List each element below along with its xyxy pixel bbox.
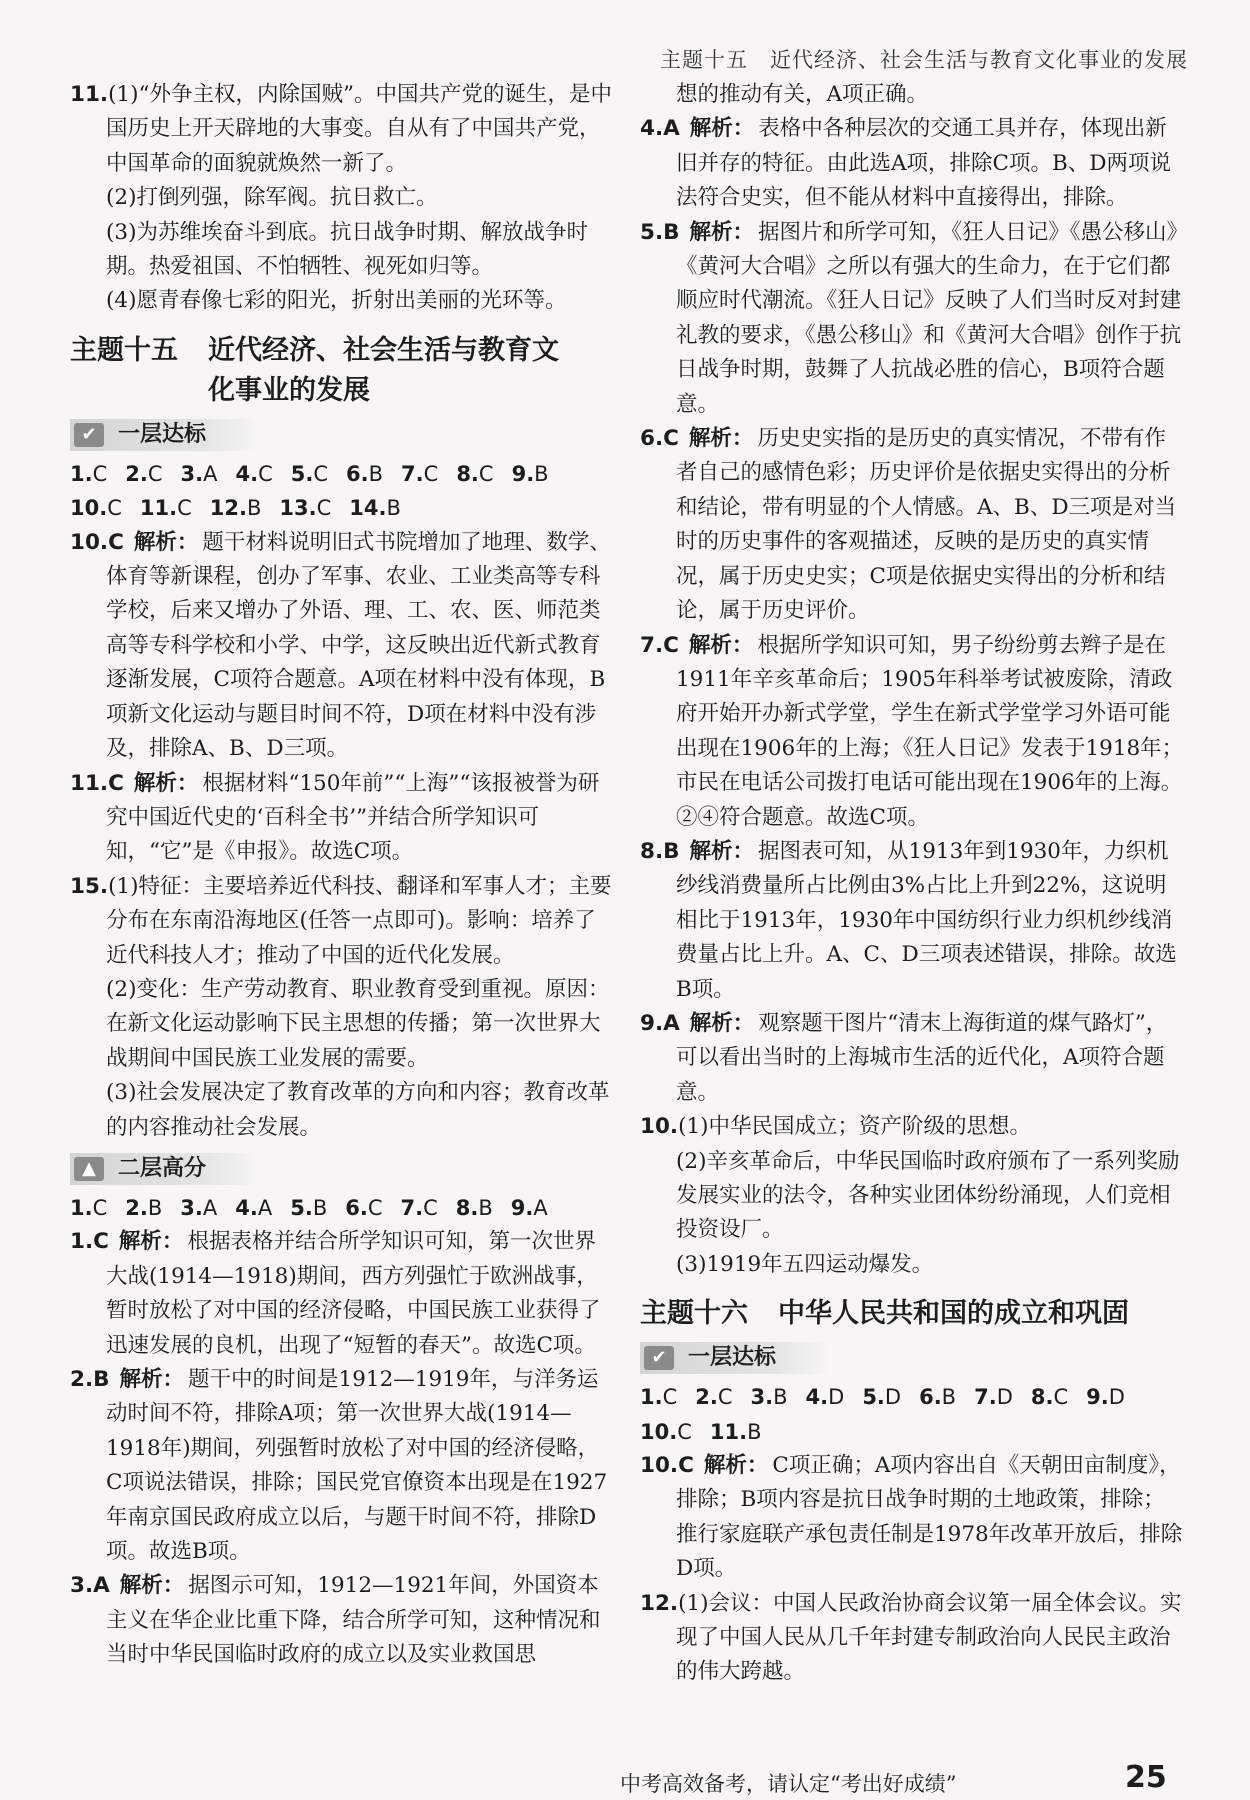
theme-title: 近代经济、社会生活与教育文化事业的发展 (208, 334, 559, 406)
answer-part: (2)辛亥革命后，中华民国临时政府颁布了一系列奖励发展实业的法令，各种实业团体纷纷涌现，人们竞相投资设厂。 (676, 1148, 1180, 1243)
answer-number: 11. (709, 1419, 748, 1444)
answer-value: B (747, 1419, 762, 1444)
answer-item (640, 1415, 692, 1449)
question-number: 11. (70, 770, 109, 796)
answer-value: C (92, 1195, 108, 1220)
answer-number: 3. (180, 1195, 203, 1220)
explanation-text: 观察题干图片“清末上海街道的煤气路灯”，可以看出当时的上海城市生活的近代化，A项符合题意。 (676, 1010, 1168, 1105)
theme-title: 中华人民共和国的成立和巩固 (778, 1298, 1129, 1330)
question-number: 11. (70, 82, 109, 107)
explanation-label: 解析： (119, 1367, 185, 1392)
answer-item (751, 1380, 788, 1414)
answer-number: 9. (510, 1195, 534, 1220)
answer-value: D (884, 1385, 902, 1410)
answer-value: B (147, 1195, 163, 1220)
answer-item (710, 1415, 762, 1449)
answer-item (125, 457, 162, 491)
question-number: 4. (640, 116, 664, 142)
question-number: 15. (70, 873, 109, 899)
explanation-label: 解析： (133, 529, 199, 555)
answer-item (279, 491, 331, 525)
explanation-text: 表格中各种层次的交通工具并存，体现出新旧并存的特征。由此选A项，排除C项。B、D两项说法符合史实，但不能从材料中直接得出，排除。 (676, 116, 1172, 211)
answer-letter: B (663, 219, 680, 245)
running-head: 主题十五 近代经济、社会生活与教育文化事业的发展 (660, 48, 1188, 72)
answer-key (70, 1191, 615, 1225)
answer-item (140, 491, 192, 525)
answer-number: 4. (235, 461, 259, 486)
answer-item (70, 1191, 107, 1225)
answer-item (1086, 1380, 1125, 1414)
answer-value: C (423, 461, 439, 486)
answer-part: (3)为苏维埃奋斗到底。抗日战争时期、解放战争时期。热爱祖国、不怕牺牲、视死如归等。 (106, 219, 588, 280)
answer-letter: C (663, 426, 679, 452)
answer-number: 13. (279, 496, 317, 521)
answer-item (511, 1191, 548, 1225)
answer-value: A (257, 1195, 273, 1220)
theme-label: 主题十五 (70, 334, 178, 366)
answer-value: C (92, 461, 108, 486)
explanation-4 (640, 112, 1185, 215)
answer-part: (4)愿青春像七彩的阳光，折射出美丽的光环等。 (106, 288, 567, 314)
explanation-label: 解析： (688, 632, 754, 658)
explanation-text: 根据材料“150年前”“上海”“该报被誉为研究中国近代史的‘百科全书’”并结合所学知识可知，“它”是《申报》。故选C项。 (106, 770, 600, 865)
explanation-10 (70, 526, 615, 767)
answer-value: C (478, 461, 494, 486)
answer-letter: B (663, 838, 680, 864)
answer-value: C (677, 1419, 692, 1444)
question-number: 12. (640, 1590, 679, 1616)
question-number: 9. (640, 1010, 664, 1036)
theme-15-heading (70, 331, 615, 411)
answer-item (125, 1191, 162, 1225)
answer-letter: C (663, 632, 679, 658)
answer-number: 7. (974, 1385, 997, 1410)
answer-number: 5. (862, 1385, 885, 1410)
explanation-2 (70, 1363, 615, 1569)
answer-key (70, 457, 615, 526)
page-number: 25 (1125, 1760, 1167, 1795)
explanation-1 (70, 1225, 615, 1363)
answer-number: 4. (235, 1195, 258, 1220)
answer-key (640, 1380, 1185, 1449)
answer-number: 5. (290, 461, 314, 486)
explanation-9 (640, 1007, 1185, 1110)
banner-title: 一层达标 (688, 1345, 777, 1371)
explanation-11 (70, 767, 615, 870)
explanation-text: 根据表格并结合所学知识可知，第一次世界大战(1914—1918)期间，西方列强忙于欧洲战事，暂时放松了对中国的经济侵略，中国民族工业获得了迅速发展的良机，出现了“短暂的春天”。故选C项。 (106, 1229, 601, 1358)
question-number: 10. (70, 529, 109, 555)
answer-number: 5. (290, 1195, 313, 1220)
answer-item (1031, 1380, 1068, 1414)
question-number: 8. (640, 838, 664, 864)
answer-value: C (316, 496, 332, 521)
answer-item (401, 1191, 438, 1225)
answer-number: 9. (511, 461, 535, 486)
answer-number: 7. (400, 1195, 424, 1220)
answer-value: C (107, 496, 122, 521)
answer-letter: A (93, 1573, 110, 1599)
explanation-8 (640, 835, 1185, 1007)
answer-letter: A (663, 116, 680, 142)
answer-item (456, 457, 493, 491)
answer-value: B (246, 496, 262, 521)
explanation-label: 解析： (118, 1229, 184, 1255)
answer-number: 6. (346, 461, 369, 486)
answer-item (919, 1380, 956, 1414)
answer-text: (1)“外争主权，内除国贼”。中国共产党的诞生，是中国历史上开天辟地的大事变。自从有了中国共产党，中国革命的面貌就焕然一新了。 (106, 82, 613, 176)
answer-number: 4. (805, 1385, 829, 1410)
question-number: 3. (70, 1573, 94, 1599)
answer-item (70, 491, 122, 525)
answer-item (456, 1191, 493, 1225)
answer-item (181, 457, 218, 491)
question-15 (70, 870, 615, 973)
explanation-label: 解析： (689, 1010, 755, 1036)
answer-item (806, 1380, 845, 1414)
answer-value: B (368, 461, 384, 486)
answer-value: C (367, 1195, 383, 1220)
answer-part: (2)变化：生产劳动教育、职业教育受到重视。原因：在新文化运动影响下民主思想的传播；第一次世界大战期间中国民族工业发展的需要。 (106, 976, 610, 1071)
answer-value: C (717, 1385, 733, 1410)
explanation-text: 题干材料说明旧式书院增加了地理、数学、体育等新课程，创办了军事、农业、工业类高等专科学校，后来又增办了外语、理、工、农、医、师范类高等专科学校和小学、中学，这反映出近代新式教育逐渐发展，C项符合题意。A项在材料中没有体现，B项新文化运动与题目时间不符，D项在材料中没有涉及，排除A、B、D三项。 (106, 529, 611, 762)
banner-title: 二层高分 (118, 1155, 207, 1181)
answer-item (180, 1191, 217, 1225)
explanation-label: 解析： (689, 116, 755, 142)
answer-text: (1)会议：中国人民政治协商会议第一届全体会议。实现了中国人民从几千年封建专制政治向人民民主政治的伟大跨越。 (676, 1590, 1182, 1685)
explanation-label: 解析： (703, 1453, 769, 1479)
explanation-text: 根据所学知识可知，男子纷纷剪去辫子是在1911年辛亥革命后；1905年科举考试被废除，清政府开始开办新式学堂，学生在新式学堂学习外语可能出现在1906年的上海；《狂人日记》发表于1918年；市民在电话公司拨打电话可能出现在1906年的上海。②④符合题意。故选C项。 (676, 632, 1184, 830)
answer-item (235, 1191, 272, 1225)
answer-number: 8. (455, 1195, 479, 1220)
level-1-banner (70, 419, 260, 451)
right-column (640, 78, 1185, 1690)
answer-number: 7. (401, 461, 424, 486)
explanation-3-continued: 想的推动有关，A项正确。 (676, 82, 929, 107)
answer-number: 10. (70, 496, 108, 521)
answer-number: 3. (750, 1385, 774, 1410)
answer-value: B (773, 1385, 788, 1410)
answer-value: C (147, 461, 163, 486)
answer-text: (1)中华民国成立；资产阶级的思想。 (678, 1114, 1032, 1140)
answer-item (349, 491, 401, 525)
answer-number: 1. (640, 1385, 663, 1410)
answer-part: (2)打倒列强，除军阀。抗日救亡。 (106, 185, 438, 211)
answer-value: B (478, 1195, 493, 1220)
question-12 (640, 1587, 1185, 1690)
answer-item (862, 1380, 901, 1414)
explanation-text: 据图片和所学可知，《狂人日记》《愚公移山》《黄河大合唱》之所以有强大的生命力，在于它们都顺应时代潮流。《狂人日记》反映了人们当时反对封建礼教的要求，《愚公移山》和《黄河大合唱》创作于抗日战争时期，鼓舞了人抗战必胜的信心，B项符合题意。 (676, 219, 1182, 417)
answer-number: 6. (345, 1195, 368, 1220)
answer-value: C (313, 461, 329, 486)
answer-letter: C (108, 529, 124, 555)
answer-value: B (386, 496, 401, 521)
explanation-label: 解析： (133, 770, 199, 796)
answer-number: 1. (70, 461, 93, 486)
theme-label: 主题十六 (640, 1298, 748, 1330)
explanation-text: 历史史实指的是历史的真实情况，不带有作者自己的感情色彩；历史评价是依据史实得出的分析和结论，带有明显的个人情感。A、B、D三项是对当时的历史事件的客观描述，反映的是历史的真实情况，属于历史史实；C项是依据史实得出的分析和结论，属于历史评价。 (676, 426, 1177, 624)
answer-number: 2. (125, 1195, 148, 1220)
level-1-banner (640, 1342, 830, 1374)
answer-value: B (941, 1385, 957, 1410)
answer-number: 2. (125, 461, 148, 486)
answer-text: (1)特征：主要培养近代科技、翻译和军事人才；主要分布在东南沿海地区(任答一点即可)。影响：培养了近代科技人才；推动了中国的近代化发展。 (106, 873, 612, 968)
footer-slogan: 中考高效备考，请认定“考出好成绩” (620, 1772, 957, 1796)
explanation-5 (640, 216, 1185, 422)
level-2-banner (70, 1153, 260, 1185)
answer-value: B (534, 461, 549, 486)
question-number: 7. (640, 632, 664, 658)
answer-number: 9. (1086, 1385, 1109, 1410)
explanation-label: 解析： (119, 1573, 185, 1599)
checkmark-icon: ✔ (644, 1346, 674, 1370)
question-number: 6. (640, 426, 664, 452)
question-number: 10. (640, 1114, 679, 1140)
answer-item (210, 491, 262, 525)
answer-value: D (1108, 1385, 1125, 1410)
question-number: 5. (640, 219, 664, 245)
question-number: 1. (70, 1229, 94, 1255)
answer-number: 8. (1030, 1385, 1054, 1410)
answer-value: B (312, 1195, 328, 1220)
answer-value: C (662, 1385, 678, 1410)
answer-value: D (996, 1385, 1013, 1410)
explanation-6 (640, 422, 1185, 628)
explanation-7 (640, 629, 1185, 835)
answer-value: A (202, 1195, 218, 1220)
answer-part: (3)1919年五四运动爆发。 (676, 1251, 934, 1277)
answer-item (236, 457, 273, 491)
left-column (70, 78, 615, 1673)
answer-number: 1. (70, 1195, 93, 1220)
question-10 (640, 1110, 1185, 1144)
house-icon: ▲ (74, 1157, 104, 1181)
checkmark-icon: ✔ (74, 423, 104, 447)
explanation-text: 据图表可知，从1913年到1930年，力织机纱线消费量所占比例由3%占比上升到22%，这说明相比于1913年，1930年中国纺织行业力织机纱线消费量占比上升。A、C、D三项表述错误，排除。故选B项。 (676, 838, 1177, 1002)
answer-number: 6. (919, 1385, 942, 1410)
question-number: 2. (70, 1367, 94, 1392)
answer-part: (3)社会发展决定了教育改革的方向和内容；教育改革的内容推动社会发展。 (106, 1080, 610, 1140)
answer-number: 10. (640, 1419, 678, 1444)
answer-value: A (533, 1195, 548, 1220)
answer-item (512, 457, 549, 491)
answer-item (70, 457, 107, 491)
explanation-text: 题干中的时间是1912—1919年，与洋务运动时间不符，排除A项；第一次世界大战(1914—1918年)期间，列强暂时放松了对中国的经济侵略，C项说法错误，排除；国民党官僚资本出现是在1927年南京国民政府成立以后，与题干时间不符，排除D项。故选B项。 (106, 1367, 608, 1565)
explanation-text: C项正确；A项内容出自《天朝田亩制度》，排除；B项内容是抗日战争时期的土地政策，排除；推行家庭联产承包责任制是1978年改革开放后，排除D项。 (676, 1453, 1183, 1582)
answer-item (291, 457, 328, 491)
explanation-label: 解析： (688, 426, 754, 452)
explanation-text: 据图示可知，1912—1921年间，外国资本主义在华企业比重下降，结合所学可知，这种情况和当时中华民国临时政府的成立以及实业救国思 (106, 1573, 601, 1668)
answer-letter: C (93, 1229, 109, 1255)
explanation-10 (640, 1449, 1185, 1587)
answer-item (290, 1191, 327, 1225)
answer-value: C (177, 496, 192, 521)
explanation-label: 解析： (689, 219, 755, 245)
answer-value: C (1053, 1385, 1069, 1410)
answer-number: 11. (139, 496, 178, 521)
answer-item (401, 457, 438, 491)
answer-number: 3. (180, 461, 204, 486)
banner-title: 一层达标 (118, 421, 207, 447)
theme-16-heading (640, 1294, 1185, 1334)
answer-letter: C (108, 770, 124, 796)
answer-value: D (828, 1385, 845, 1410)
explanation-3 (70, 1569, 615, 1672)
question-number: 10. (640, 1453, 679, 1479)
answer-letter: C (678, 1453, 694, 1479)
answer-value: C (423, 1195, 438, 1220)
answer-number: 8. (456, 461, 479, 486)
answer-item (640, 1380, 677, 1414)
answer-value: C (258, 461, 273, 486)
answer-number: 2. (695, 1385, 718, 1410)
answer-item (346, 457, 383, 491)
answer-item (345, 1191, 382, 1225)
answer-number: 14. (349, 496, 387, 521)
answer-number: 12. (209, 496, 247, 521)
answer-letter: B (93, 1367, 110, 1392)
explanation-label: 解析： (689, 838, 755, 864)
answer-letter: A (663, 1010, 680, 1036)
answer-item (695, 1380, 732, 1414)
answer-value: A (203, 461, 218, 486)
answer-item (974, 1380, 1013, 1414)
question-11 (70, 78, 615, 181)
